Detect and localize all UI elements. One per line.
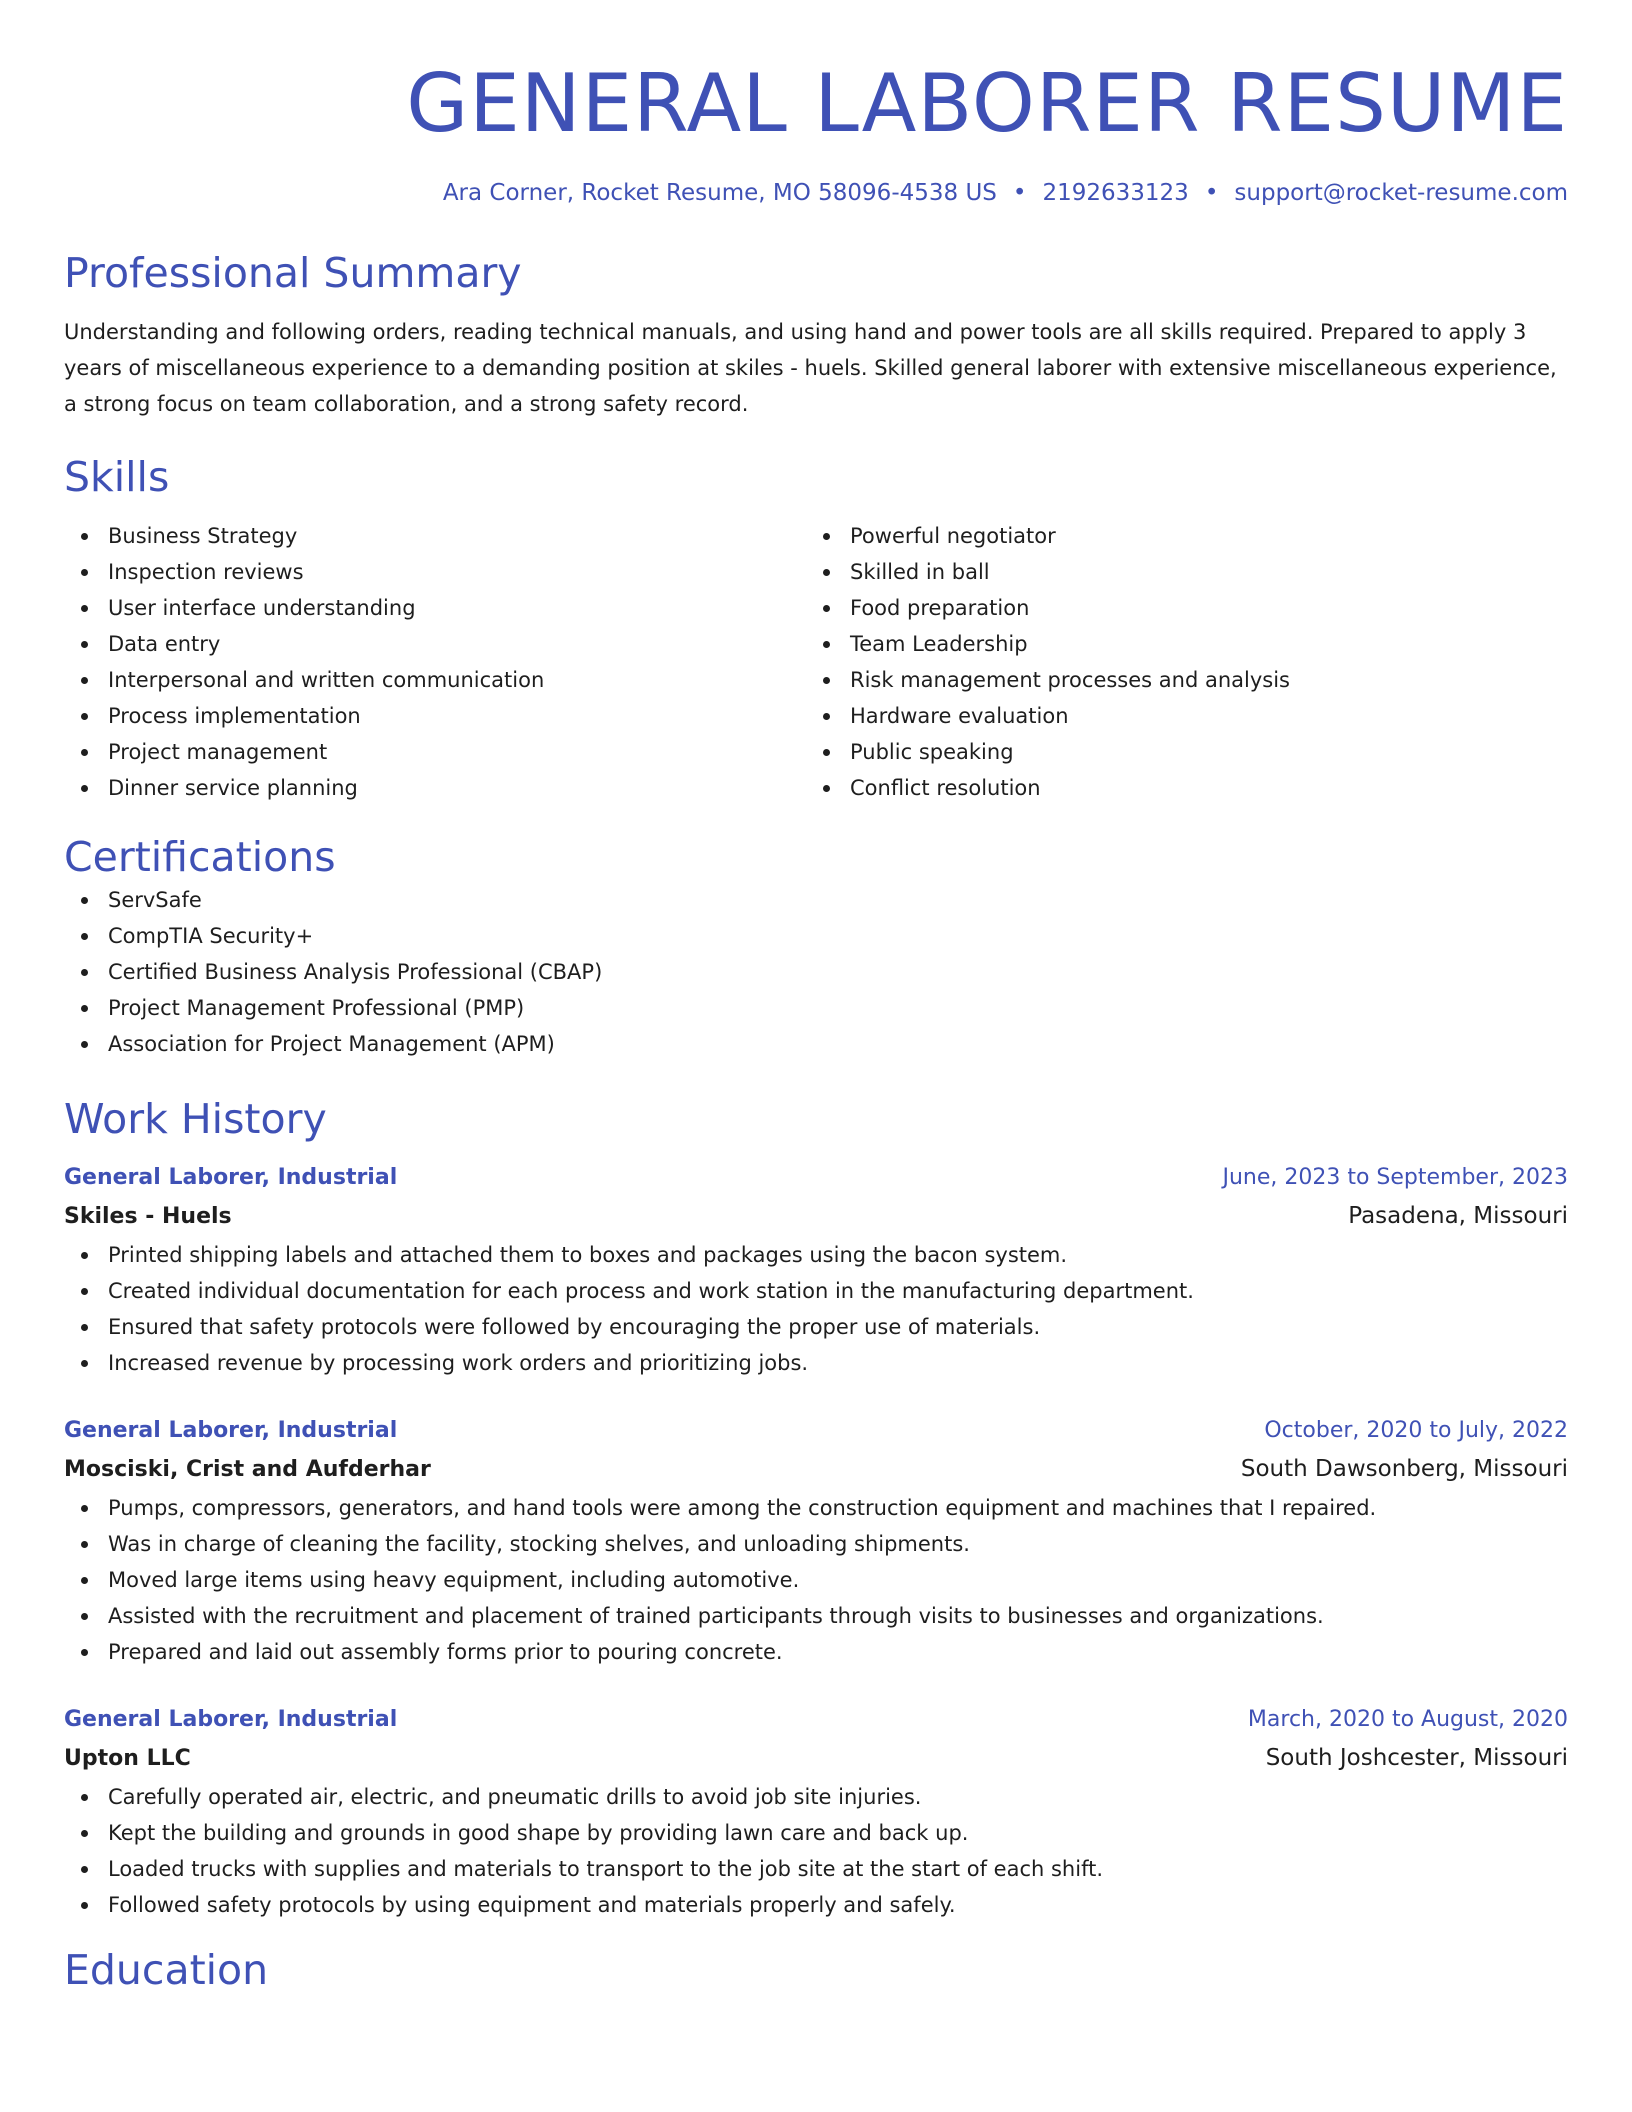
job-company: Upton LLC: [64, 1746, 191, 1771]
job-company: Skiles - Huels: [64, 1204, 232, 1229]
job-dates: June, 2023 to September, 2023: [1222, 1165, 1568, 1190]
skills-right-list: [806, 518, 1548, 806]
certification-item: CompTIA Security+: [64, 918, 1568, 954]
job-duty-item: Pumps, compressors, generators, and hand tools were among the construction equipment and machines that I repaired.: [64, 1490, 1568, 1526]
contact-phone: 2192633123: [1042, 180, 1189, 206]
job-header-row: [64, 1702, 1568, 1738]
skills-left-column: [64, 518, 806, 806]
job-company: Mosciski, Crist and Aufderhar: [64, 1457, 431, 1482]
job-duty-item: Ensured that safety protocols were followed by encouraging the proper use of materials.: [64, 1309, 1568, 1345]
bullet-separator: •: [1204, 180, 1219, 206]
skill-item: Process implementation: [64, 698, 806, 734]
job-duty-item: Was in charge of cleaning the facility, stocking shelves, and unloading shipments.: [64, 1526, 1568, 1562]
bullet-separator: •: [1012, 180, 1027, 206]
job-duty-item: Prepared and laid out assembly forms prior to pouring concrete.: [64, 1634, 1568, 1670]
contact-line: [64, 178, 1568, 208]
job-duty-item: Loaded trucks with supplies and materials to transport to the job site at the start of each shift.: [64, 1851, 1568, 1887]
skill-item: Project management: [64, 734, 806, 770]
skill-item: Public speaking: [806, 734, 1548, 770]
resume-title: GENERAL LABORER RESUME: [406, 57, 1568, 150]
certifications-heading: Certifications: [64, 833, 336, 881]
skill-item: Interpersonal and written communication: [64, 662, 806, 698]
job-duty-item: Kept the building and grounds in good shape by providing lawn care and back up.: [64, 1815, 1568, 1851]
job-header-row: [64, 1413, 1568, 1449]
certification-item: Certified Business Analysis Professional (CBAP): [64, 954, 1568, 990]
job-employer-row: [64, 1449, 1568, 1490]
skills-right-column: [806, 518, 1548, 806]
job-duties-list: [64, 1490, 1568, 1670]
certifications-list: [64, 882, 1568, 1062]
skill-item: Data entry: [64, 626, 806, 662]
job-duty-item: Followed safety protocols by using equipment and materials properly and safely.: [64, 1887, 1568, 1923]
resume-page: [64, 0, 1568, 1995]
job-role: General Laborer, Industrial: [64, 1418, 398, 1443]
job-location: Pasadena, Missouri: [1348, 1203, 1568, 1229]
skill-item: Conflict resolution: [806, 770, 1548, 806]
job-dates: March, 2020 to August, 2020: [1247, 1707, 1568, 1732]
education-heading: Education: [64, 1946, 269, 1994]
job-employer-row: [64, 1738, 1568, 1779]
job-entry: [64, 1160, 1568, 1381]
skills-heading: Skills: [64, 453, 170, 501]
skills-columns: [64, 518, 1568, 806]
job-entry: [64, 1702, 1568, 1923]
certification-item: ServSafe: [64, 882, 1568, 918]
job-duty-item: Increased revenue by processing work orders and prioritizing jobs.: [64, 1345, 1568, 1381]
job-dates: October, 2020 to July, 2022: [1264, 1418, 1568, 1443]
job-duty-item: Assisted with the recruitment and placement of trained participants through visits to businesses and organizations.: [64, 1598, 1568, 1634]
job-entry: [64, 1413, 1568, 1670]
skills-left-list: [64, 518, 806, 806]
skill-item: Dinner service planning: [64, 770, 806, 806]
job-role: General Laborer, Industrial: [64, 1707, 398, 1732]
skill-item: Powerful negotiator: [806, 518, 1548, 554]
skill-item: Risk management processes and analysis: [806, 662, 1548, 698]
job-duty-item: Created individual documentation for each process and work station in the manufacturing department.: [64, 1273, 1568, 1309]
job-duty-item: Carefully operated air, electric, and pneumatic drills to avoid job site injuries.: [64, 1779, 1568, 1815]
job-location: South Joshcester, Missouri: [1265, 1745, 1568, 1771]
skill-item: User interface understanding: [64, 590, 806, 626]
job-header-row: [64, 1160, 1568, 1196]
skill-item: Hardware evaluation: [806, 698, 1548, 734]
contact-address: Ara Corner, Rocket Resume, MO 58096-4538 US: [442, 180, 997, 206]
job-employer-row: [64, 1196, 1568, 1237]
job-duty-item: Moved large items using heavy equipment, including automotive.: [64, 1562, 1568, 1598]
skill-item: Inspection reviews: [64, 554, 806, 590]
work-history-heading: Work History: [64, 1095, 327, 1143]
job-duty-item: Printed shipping labels and attached them to boxes and packages using the bacon system.: [64, 1237, 1568, 1273]
contact-email[interactable]: support@rocket-resume.com: [1234, 180, 1568, 206]
summary-text: Understanding and following orders, reading technical manuals, and using hand and power tools are all skills required. Prepared to apply 3 years of miscellaneous experience to a demanding position at skiles - huels. Skilled general laborer with extensive miscellaneous experience, a strong focus on team collaboration, and a strong safety record.: [64, 320, 1557, 416]
summary-heading: Professional Summary: [64, 249, 522, 297]
certification-item: Project Management Professional (PMP): [64, 990, 1568, 1026]
job-role: General Laborer, Industrial: [64, 1165, 398, 1190]
job-duties-list: [64, 1779, 1568, 1923]
skill-item: Skilled in ball: [806, 554, 1548, 590]
certification-item: Association for Project Management (APM): [64, 1026, 1568, 1062]
job-duties-list: [64, 1237, 1568, 1381]
skill-item: Food preparation: [806, 590, 1548, 626]
skill-item: Team Leadership: [806, 626, 1548, 662]
job-location: South Dawsonberg, Missouri: [1240, 1456, 1568, 1482]
skill-item: Business Strategy: [64, 518, 806, 554]
